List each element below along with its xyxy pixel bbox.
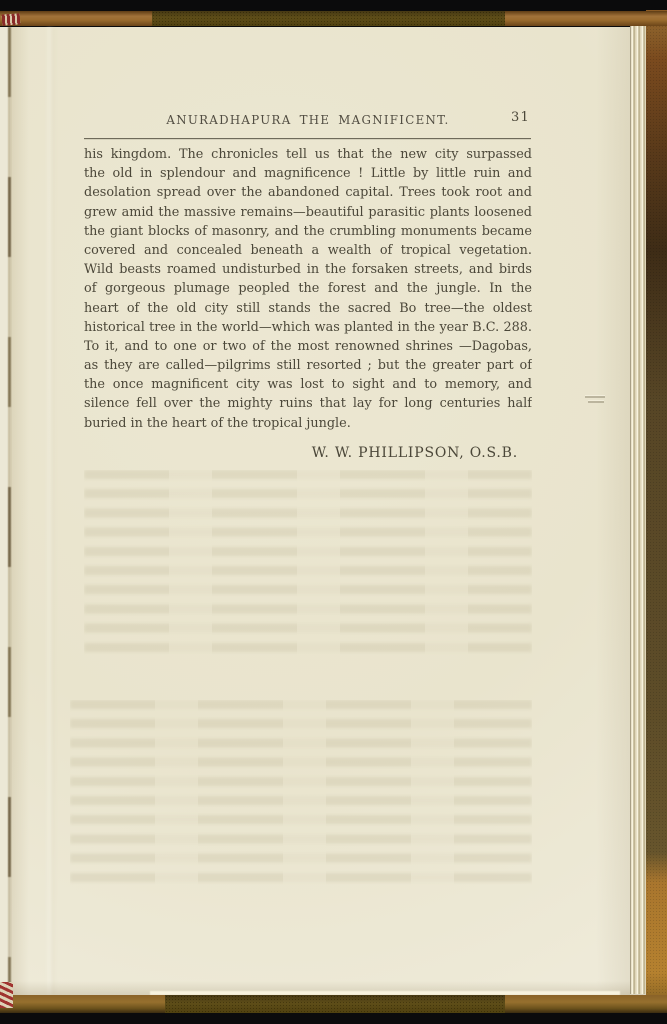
body-paragraph [84,145,532,433]
body-text-line: the giant blocks of masonry, and the crumbling monuments became [84,223,532,239]
body-text-line: as they are called—pilgrims still resorted ; but the greater part of [84,358,532,374]
body-text-line: of gorgeous plumage peopled the forest and the jungle. In the [84,281,532,297]
body-text-line: Wild beasts roamed undisturbed in the forsaken streets, and birds [84,262,532,278]
leather-olive-strip [152,11,505,26]
showthrough-text-upper [84,470,532,660]
body-text-line: the once magnificent city was lost to sight and to memory, and [84,377,532,393]
body-text-line: grew amid the massive remains—beautiful parasitic plants loosened [84,204,532,220]
book-bottom-edge [0,995,667,1013]
headband-top [2,13,21,25]
book-page [0,27,646,995]
running-header [84,109,532,127]
page-number: 31 [511,110,530,125]
paper-right-shade [596,27,630,995]
page-left-sliver [0,27,8,995]
book-cover-right [646,10,667,1013]
page-title: ANURADHAPURA THE MAGNIFICENT. [166,113,450,127]
gutter-line [8,27,11,995]
paper-scratch [585,395,607,404]
page-fore-edge [630,24,647,994]
body-text-line: buried in the heart of the tropical jungle. [84,415,351,431]
paper-crease [46,27,56,995]
book-top-edge [0,11,667,26]
body-text-line: historical tree in the world—which was planted in the year B.C. 288. [84,319,532,335]
author-signature: W. W. PHILLIPSON, O.S.B. [311,445,518,461]
header-rule [84,138,531,139]
headband-bottom [0,982,13,1008]
body-text-line: covered and concealed beneath a wealth of tropical vegetation. [84,242,532,258]
body-text-line: heart of the old city still stands the sacred Bo tree—the oldest [84,300,532,316]
body-text-line: the old in splendour and magnificence ! Little by little ruin and [84,166,532,182]
body-text-line: silence fell over the mighty ruins that lay for long centuries half [84,396,532,412]
showthrough-text-lower [70,700,532,892]
body-text-line: desolation spread over the abandoned capital. Trees took root and [84,185,532,201]
leather-olive-strip [165,995,505,1013]
body-text-line: his kingdom. The chronicles tell us that the new city surpassed [84,147,532,162]
gutter-shadow [11,27,29,995]
body-text-line: To it, and to one or two of the most renowned shrines —Dagobas, [84,338,532,354]
